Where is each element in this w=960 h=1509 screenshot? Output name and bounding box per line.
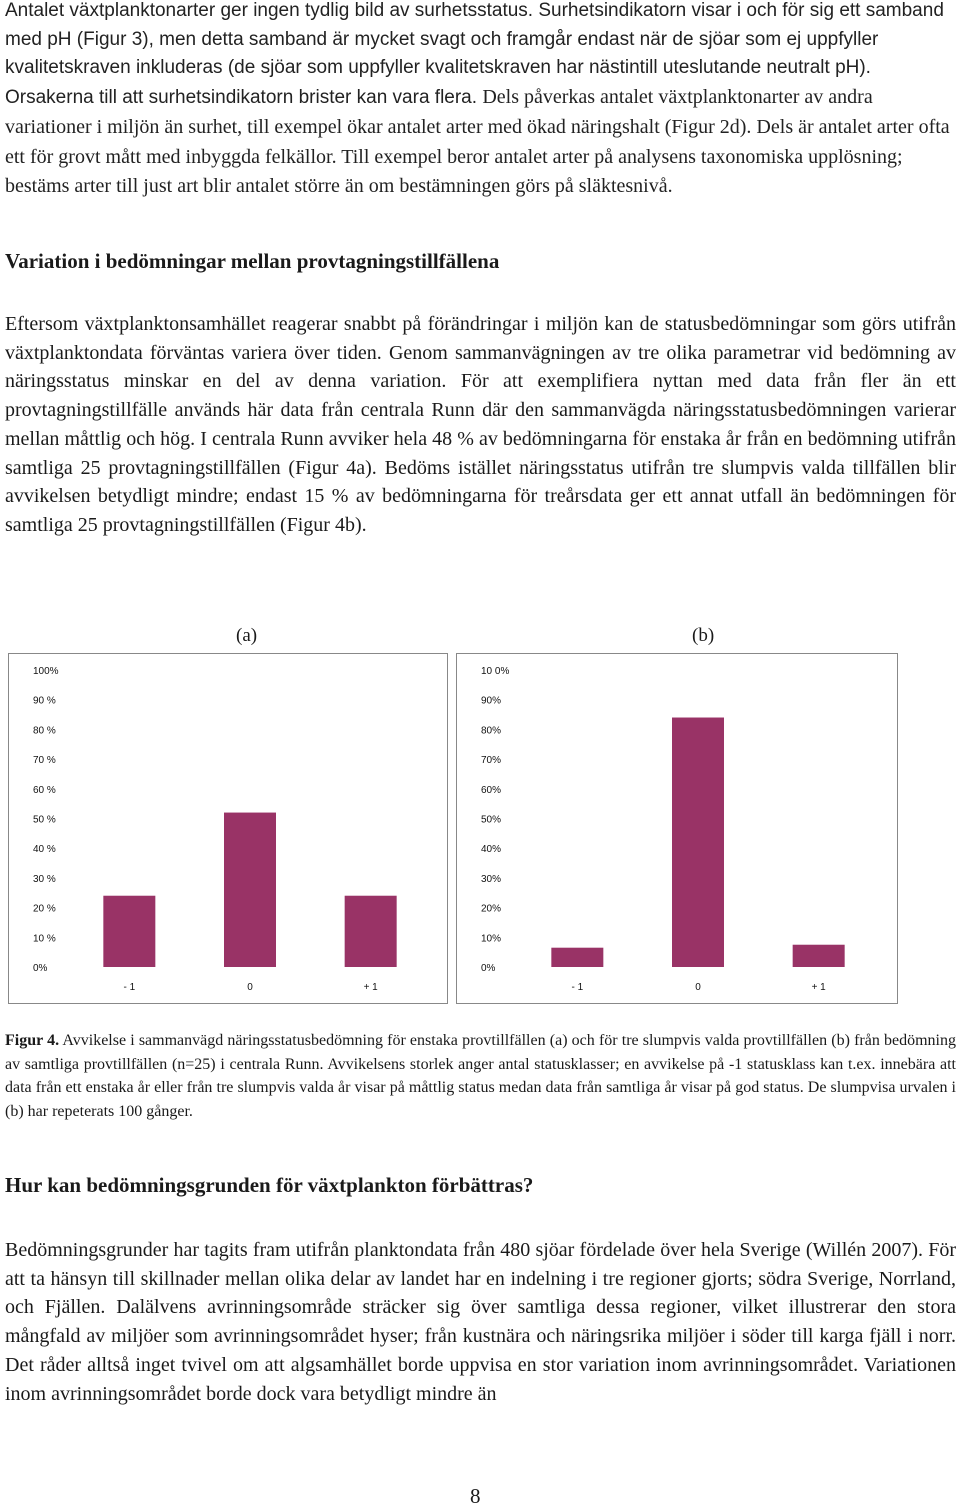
- bar-b-2: [793, 945, 845, 967]
- y-tick-label-a: 30 %: [33, 873, 56, 885]
- y-tick-label-a: 80 %: [33, 725, 56, 737]
- y-tick-label-a: 100%: [33, 666, 59, 677]
- y-tick-label-b: 60%: [481, 784, 502, 796]
- dels-text: Dels påverkas antalet växtplanktonarter av andra variationer i miljön än surhet, till exempel ökar antalet arter med ökad näringshalt (Figur 2d). Dels är antalet arter ofta ett för grovt mått med inbyggda felkällor. Till exempel beror antalet arter på analysens taxonomiska upplösning; bestäms arter till just art blir antalet större än om bestämningen görs på släktesnivå.: [5, 86, 950, 198]
- y-tick-label-a: 0%: [33, 963, 48, 974]
- figure-label-a: (a): [236, 625, 258, 646]
- x-tick-label-a: + 1: [363, 982, 378, 993]
- y-tick-label-b: 30%: [481, 873, 502, 885]
- y-tick-label-a: 10 %: [33, 933, 56, 945]
- chart-panel-b: [456, 653, 898, 1004]
- y-tick-label-b: 10%: [481, 933, 502, 945]
- y-tick-label-b: 50%: [481, 814, 502, 826]
- x-tick-label-b: - 1: [571, 982, 584, 993]
- y-tick-label-a: 50 %: [33, 814, 56, 826]
- x-tick-label-a: - 1: [123, 982, 136, 993]
- y-tick-label-b: 40%: [481, 844, 502, 856]
- bar-a-2: [345, 896, 397, 967]
- y-tick-label-a: 90 %: [33, 695, 56, 707]
- variation-paragraph: Eftersom växtplanktonsamhället reagerar snabbt på förändringar i miljön kan de statusbedömningar som görs utifrån växtplanktondata förväntas variera över tiden. Genom sammanvägningen av tre olika parametrar vid bedömning av näringsstatus minskar en del av denna variation. För att exemplifiera nyttan med data från fler än ett provtagningstillfälle används här data från centrala Runn där den sammanvägda näringsstatusbedömningen varierar mellan måttlig och hög. I centrala Runn avviker hela 48 % av bedömningarna för enstaka år från en bedömning utifrån samtliga 25 provtagningstillfällen (Figur 4a). Bedöms istället näringsstatus utifrån tre slumpvis valda tillfällen blir avvikelsen betydligt mindre; endast 15 % av bedömningarna för treårsdata ger ett annat utfall än bedömningen för samtliga 25 provtagningstillfällen (Figur 4b).: [5, 313, 956, 536]
- page-number: 8: [470, 1484, 481, 1508]
- bar-a-0: [103, 896, 155, 967]
- y-tick-label-b: 10 0%: [481, 666, 510, 677]
- figure-caption: [5, 1029, 956, 1123]
- y-tick-label-b: 70%: [481, 755, 502, 767]
- y-tick-label-b: 80%: [481, 725, 502, 737]
- y-tick-label-a: 60 %: [33, 784, 56, 796]
- bar-chart-b: [457, 654, 897, 1003]
- section-heading-variation: Variation i bedömningar mellan provtagningstillfällena: [5, 249, 500, 273]
- bar-b-0: [551, 948, 603, 967]
- x-tick-label-b: + 1: [811, 982, 826, 993]
- x-tick-label-b: 0: [695, 982, 701, 993]
- section-heading-improve: Hur kan bedömningsgrunden för växtplankton förbättras?: [5, 1173, 534, 1197]
- figure-label-b: (b): [692, 625, 715, 646]
- caption-label: Figur 4.: [5, 1032, 60, 1049]
- intro-paragraph: Antalet växtplanktonarter ger ingen tydlig bild av surhetsstatus. Surhetsindikatorn visar i och för sig ett samband med pH (Figur 3), men detta samband är mycket svagt och framgår endast när de sjöar som ej uppfyller kvalitetskraven inkluderas (de sjöar som uppfyller kvalitetskraven har nästintill uteslutande neutralt pH). Orsakerna till att surhetsindikatorn brister kan vara flera. Dels påverkas antalet växtplanktonarter av andra variationer i miljön än surhet, till exempel ökar antalet arter med ökad näringshalt (Figur 2d). Dels är antalet arter ofta ett för grovt mått med inbyggda felkällor. Till exempel beror antalet arter på analysens taxonomiska upplösning; bestäms arter till just art blir antalet större än om bestämningen görs på släktesnivå.: [5, 0, 950, 198]
- improve-paragraph: Bedömningsgrunder har tagits fram utifrån planktondata från 480 sjöar fördelade över hela Sverige (Willén 2007). För att ta hänsyn till skillnader mellan olika delar av landet har en indelning i tre regioner gjorts; södra Sverige, Norrland, och Fjällen. Dalälvens avrinningsområde sträcker sig över samtliga dessa regioner, vilket illustrerar den stora mångfald av miljöer som avrinningsområdet hyser; från kustnära och näringsrika miljöer i söder till karga fjäll i norr. Det råder alltså inget tvivel om att algsamhället borde uppvisa en stor variation inom avrinningsområdet. Variationen inom avrinningsområdet borde dock vara betydligt mindre än: [5, 1239, 956, 1405]
- chart-panel-a: [8, 653, 448, 1004]
- y-tick-label-a: 40 %: [33, 844, 56, 856]
- y-tick-label-b: 0%: [481, 963, 496, 974]
- x-tick-label-a: 0: [247, 982, 253, 993]
- bar-chart-a: [9, 654, 447, 1003]
- caption-text: Avvikelse i sammanvägd näringsstatusbedömning för enstaka provtillfällen (a) och för tre slumpvis valda provtillfällen (b) från bedömning av samtliga provtillfällen (n=25) i centrala Runn. Avvikelsens storlek anger antal statusklasser; en avvikelse på -1 statusklass kan t.ex. innebära att data från ett enstaka år eller från tre slumpvis valda år visar på måttlig status medan data från samtliga år visar på god status. De slumpvisa urvalen i (b) har repeterats 100 gånger.: [5, 1032, 956, 1120]
- y-tick-label-b: 20%: [481, 903, 502, 915]
- y-tick-label-b: 90%: [481, 695, 502, 707]
- y-tick-label-a: 70 %: [33, 755, 56, 767]
- bar-a-1: [224, 813, 276, 967]
- y-tick-label-a: 20 %: [33, 903, 56, 915]
- bar-b-1: [672, 718, 724, 967]
